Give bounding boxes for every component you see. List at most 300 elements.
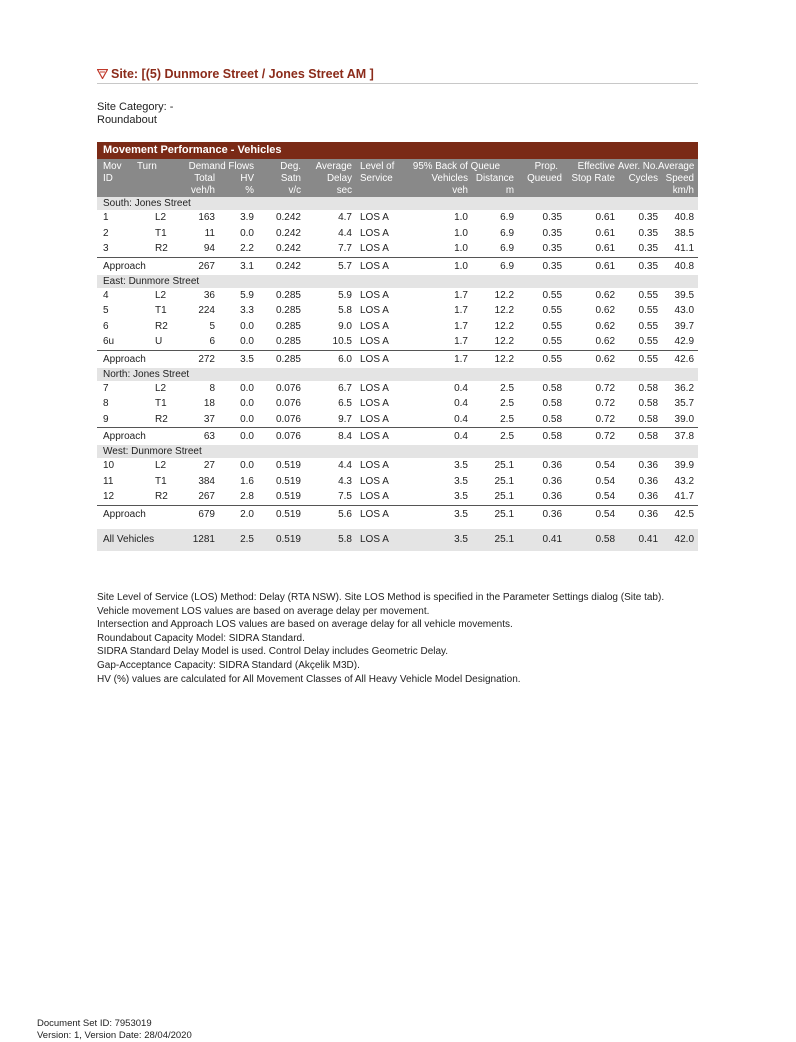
table-cell: 0.61	[595, 227, 616, 239]
table-cell: 0.36	[615, 489, 658, 505]
section-name: South: Jones Street	[97, 197, 698, 210]
approach-row	[97, 257, 698, 275]
table-cell: 0.35	[638, 227, 659, 239]
table-cell: 0.519	[275, 475, 301, 487]
table-cell: 0.58	[638, 431, 659, 442]
col-header	[615, 185, 658, 197]
table-cell: 272	[198, 353, 215, 365]
table-cell: 1.7	[412, 334, 468, 350]
table-cell: 1.0	[454, 212, 468, 223]
table-row	[97, 319, 698, 335]
table-cell: 0.35	[542, 227, 563, 239]
table-cell: 0.58	[542, 398, 563, 409]
table-cell: 0.62	[595, 320, 616, 332]
movement-performance-table	[97, 142, 698, 551]
col-header: Vehicles	[412, 173, 468, 185]
col-header: Distance	[468, 173, 514, 185]
table-cell: 2.5	[500, 398, 515, 409]
table-cell: L2	[155, 382, 167, 394]
table-cell: 3.1	[240, 260, 254, 272]
table-cell: 0.41	[615, 529, 658, 551]
table-cell: 1281	[177, 529, 215, 551]
note-line: Roundabout Capacity Model: SIDRA Standard.	[97, 632, 305, 644]
site-category	[97, 101, 173, 127]
table-cell: LOS A	[360, 227, 389, 239]
table-cell: 0.55	[638, 305, 659, 316]
table-cell: 8	[103, 398, 109, 409]
table-cell: 6.0	[338, 353, 352, 365]
col-header: Average	[301, 159, 352, 173]
table-cell: 6.9	[500, 260, 515, 272]
col-header	[514, 185, 562, 197]
table-cell: 0.519	[275, 508, 301, 520]
table-row	[97, 334, 698, 350]
table-cell: LOS A	[352, 241, 412, 257]
table-cell: U	[133, 334, 177, 350]
table-cell: 3.9	[240, 212, 254, 223]
table-cell: 10	[103, 460, 115, 471]
table-cell: LOS A	[352, 489, 412, 505]
table-cell: 5.9	[240, 289, 254, 301]
table-cell: 0.0	[240, 431, 254, 442]
note-line: HV (%) values are calculated for All Movement Classes of All Heavy Vehicle Model Designation.	[97, 673, 521, 685]
table-cell: 4.7	[338, 212, 352, 223]
column-headers	[97, 159, 698, 197]
table-cell: 3.5	[454, 460, 468, 471]
table-cell: R2	[133, 489, 177, 505]
document-footer	[37, 1018, 192, 1042]
table-cell: 0.285	[275, 353, 301, 365]
table-cell: 12.2	[468, 334, 514, 350]
table-cell: 0.55	[615, 334, 658, 350]
table-cell: 27	[203, 460, 215, 471]
table-cell: 3.5	[240, 353, 254, 365]
table-cell: 2.5	[468, 412, 514, 428]
table-cell: R2	[133, 241, 177, 257]
table-cell: 5	[103, 305, 109, 316]
table-cell: 12	[97, 489, 133, 505]
table-cell: 25.1	[494, 508, 515, 520]
note-line: Intersection and Approach LOS values are based on average delay for all vehicle movements.	[97, 619, 513, 631]
section-name: East: Dunmore Street	[97, 275, 698, 288]
table-cell: 43.2	[674, 475, 695, 487]
table-cell: 12.2	[494, 305, 515, 316]
table-cell: 0.55	[542, 320, 563, 332]
table-cell: Approach	[103, 260, 146, 272]
col-header: sec	[301, 185, 352, 197]
table-cell: 0.285	[275, 305, 301, 316]
col-header: Aver. No.	[615, 159, 658, 173]
table-cell: LOS A	[360, 212, 389, 223]
table-cell: 0.0	[215, 334, 254, 350]
table-cell: 0.62	[562, 334, 615, 350]
table-cell: 0.0	[240, 227, 254, 239]
table-cell: 25.1	[494, 460, 515, 471]
col-header: Effective	[562, 159, 615, 173]
table-cell: 7.7	[301, 241, 352, 257]
table-cell: T1	[155, 227, 167, 239]
table-cell: 0.36	[542, 508, 563, 520]
col-header: Level of	[352, 159, 412, 173]
table-cell: 0.0	[240, 398, 254, 409]
col-header: veh	[412, 185, 468, 197]
table-cell: 0.36	[542, 460, 563, 471]
table-cell: 0.58	[542, 382, 563, 394]
table-cell: 679	[198, 508, 215, 520]
table-cell: LOS A	[360, 431, 389, 442]
table-cell: 0.35	[615, 241, 658, 257]
table-cell: 3.5	[454, 475, 468, 487]
col-header	[133, 185, 177, 197]
table-cell: 1.7	[454, 353, 468, 365]
table-cell: 1.0	[454, 260, 468, 272]
table-cell: 0.58	[638, 398, 659, 409]
table-cell: 25.1	[468, 489, 514, 505]
table-cell: L2	[155, 289, 167, 301]
table-cell: 12.2	[494, 320, 515, 332]
table-row	[97, 489, 698, 505]
table-cell: 0.61	[595, 212, 616, 223]
document-set-id: Document Set ID: 7953019	[37, 1018, 152, 1029]
table-cell: 163	[198, 212, 215, 223]
table-cell: 0.519	[275, 460, 301, 471]
table-cell: All Vehicles	[97, 529, 177, 551]
section-header	[97, 275, 698, 288]
col-header: %	[215, 185, 254, 197]
col-header: m	[468, 185, 514, 197]
table-cell: 0.285	[275, 289, 301, 301]
table-cell: 267	[198, 260, 215, 272]
table-cell: T1	[155, 475, 167, 487]
site-category-label: Site Category: -	[97, 101, 174, 113]
table-cell: 5.7	[338, 260, 352, 272]
table-cell: 1.6	[240, 475, 254, 487]
table-cell: 5.9	[338, 289, 352, 301]
table-cell: 0.58	[514, 412, 562, 428]
table-row	[97, 381, 698, 397]
table-cell: 43.0	[674, 305, 695, 316]
table-cell: 0.55	[638, 320, 659, 332]
section-header	[97, 197, 698, 210]
table-cell: 40.8	[674, 260, 695, 272]
col-header	[562, 185, 615, 197]
table-cell: 25.1	[494, 475, 515, 487]
table-cell: 0.54	[595, 475, 616, 487]
table-cell: 6.7	[338, 382, 352, 394]
section-name: North: Jones Street	[97, 368, 698, 381]
table-cell: Approach	[103, 353, 146, 365]
table-cell: 2.8	[215, 489, 254, 505]
col-header: veh/h	[177, 185, 215, 197]
table-cell: LOS A	[360, 398, 389, 409]
table-cell: 0.72	[595, 431, 616, 442]
col-header: Deg.	[254, 159, 301, 173]
table-cell: 0.4	[454, 398, 468, 409]
table-cell: 0.285	[275, 320, 301, 332]
note-line: Vehicle movement LOS values are based on average delay per movement.	[97, 605, 430, 617]
table-cell: LOS A	[360, 260, 389, 272]
col-header: Turn	[133, 159, 177, 173]
table-cell: 63	[203, 431, 215, 442]
table-cell: 37.8	[674, 431, 695, 442]
table-cell: 94	[177, 241, 215, 257]
table-cell: 37	[177, 412, 215, 428]
table-cell: 4.4	[338, 227, 352, 239]
table-cell: 42.5	[674, 508, 695, 520]
table-cell: 0.72	[562, 412, 615, 428]
table-cell: 0.62	[595, 353, 616, 365]
col-header: 95% Back of Queue	[412, 159, 514, 173]
table-cell: 8	[209, 382, 215, 394]
table-cell: 6	[103, 320, 109, 332]
table-cell: 0.285	[254, 334, 301, 350]
table-cell: 40.8	[674, 212, 695, 223]
table-cell: 0.242	[275, 212, 301, 223]
table-cell: 0.0	[240, 382, 254, 394]
table-cell: 3.5	[412, 489, 468, 505]
table-cell: 9.7	[301, 412, 352, 428]
table-cell: 0.36	[638, 475, 659, 487]
table-cell: 0.36	[638, 460, 659, 471]
report-notes	[97, 591, 664, 686]
table-cell: 5.8	[338, 305, 352, 316]
table-cell: 1.0	[454, 227, 468, 239]
table-row	[97, 474, 698, 490]
table-cell: 0.41	[514, 529, 562, 551]
table-cell: 25.1	[468, 529, 514, 551]
table-cell: 0.0	[240, 460, 254, 471]
table-cell: 0.35	[638, 212, 659, 223]
table-cell: 0.54	[562, 489, 615, 505]
table-cell: R2	[133, 412, 177, 428]
table-cell: 18	[203, 398, 215, 409]
site-title-row	[97, 67, 374, 82]
table-cell: L2	[155, 212, 167, 223]
table-cell: LOS A	[360, 508, 389, 520]
col-header	[133, 173, 177, 185]
col-header: Speed	[658, 173, 698, 185]
table-cell: 2.0	[240, 508, 254, 520]
table-cell: 1.7	[454, 289, 468, 301]
table-cell: 11	[204, 227, 215, 239]
table-cell: 1.7	[454, 305, 468, 316]
col-header: Prop.	[514, 159, 562, 173]
table-cell: 1	[103, 212, 109, 223]
table-cell: 0.62	[595, 289, 616, 301]
site-control-type: Roundabout	[97, 114, 157, 126]
note-line: Gap-Acceptance Capacity: SIDRA Standard (Akçelik M3D).	[97, 659, 360, 671]
col-header: Cycles	[615, 173, 658, 185]
table-cell: 0.58	[542, 431, 563, 442]
movement-table	[97, 159, 698, 551]
table-cell: 0.55	[542, 289, 563, 301]
table-cell: LOS A	[352, 529, 412, 551]
table-row	[97, 303, 698, 319]
table-cell: 0.4	[454, 382, 468, 394]
table-cell: R2	[155, 320, 168, 332]
col-header: Total	[177, 173, 215, 185]
table-title: Movement Performance - Vehicles	[97, 142, 698, 159]
table-cell: 4.4	[338, 460, 352, 471]
table-cell: 0.076	[275, 382, 301, 394]
table-cell: 5	[209, 320, 215, 332]
table-cell: 6u	[97, 334, 133, 350]
table-cell: 0.35	[638, 260, 659, 272]
table-cell: 6.9	[500, 212, 515, 223]
table-cell: 42.0	[658, 529, 698, 551]
table-cell: 0.519	[254, 529, 301, 551]
table-cell: 0.0	[240, 320, 254, 332]
table-cell: 35.7	[674, 398, 695, 409]
table-cell: 0.55	[542, 353, 563, 365]
table-cell: 4	[103, 289, 109, 301]
table-cell: 0.55	[542, 305, 563, 316]
table-cell: 0.242	[275, 260, 301, 272]
col-header	[352, 185, 412, 197]
table-cell: 6.9	[500, 227, 515, 239]
note-line: Site Level of Service (LOS) Method: Delay (RTA NSW). Site LOS Method is specified in the Parameter Settings dialog (Site tab).	[97, 592, 665, 603]
col-header: Satn	[254, 173, 301, 185]
table-cell: 0.54	[595, 460, 616, 471]
table-cell: 38.5	[674, 227, 695, 239]
table-cell: 0.35	[542, 212, 563, 223]
table-cell: 6.9	[468, 241, 514, 257]
table-cell: 0.54	[595, 508, 616, 520]
table-cell: 41.7	[658, 489, 698, 505]
table-cell: 0.076	[275, 398, 301, 409]
col-header: HV	[215, 173, 254, 185]
table-cell: 7.5	[301, 489, 352, 505]
section-header	[97, 368, 698, 381]
table-cell: 0.55	[638, 353, 659, 365]
table-cell: LOS A	[360, 460, 389, 471]
table-cell: 0.0	[215, 412, 254, 428]
table-row	[97, 210, 698, 226]
table-row	[97, 412, 698, 428]
col-header: ID	[97, 173, 133, 185]
table-cell: 12.2	[494, 289, 515, 301]
table-cell: 224	[198, 305, 215, 316]
table-cell: 4.3	[338, 475, 352, 487]
table-cell: LOS A	[360, 289, 389, 301]
table-cell: 36	[203, 289, 215, 301]
table-cell: 0.61	[562, 241, 615, 257]
table-cell: LOS A	[360, 382, 389, 394]
document-version: Version: 1, Version Date: 28/04/2020	[37, 1030, 192, 1041]
col-header: Queued	[514, 173, 562, 185]
table-cell: 0.076	[254, 412, 301, 428]
table-cell: 8.4	[338, 431, 352, 442]
table-cell: 0.35	[514, 241, 562, 257]
table-row	[97, 241, 698, 257]
table-cell: LOS A	[360, 475, 389, 487]
table-cell: 0.72	[595, 398, 616, 409]
all-vehicles-row	[97, 529, 698, 551]
col-header	[97, 185, 133, 197]
table-cell: T1	[155, 398, 167, 409]
approach-row	[97, 505, 698, 523]
col-header: Average	[658, 159, 698, 173]
table-cell: Approach	[103, 431, 146, 442]
table-cell: T1	[155, 305, 167, 316]
table-cell: 42.9	[658, 334, 698, 350]
table-cell: L2	[155, 460, 167, 471]
table-cell: 3.5	[454, 508, 468, 520]
approach-row	[97, 350, 698, 368]
table-cell: LOS A	[352, 412, 412, 428]
table-row	[97, 226, 698, 242]
table-cell: 3.3	[240, 305, 254, 316]
table-cell: 41.1	[658, 241, 698, 257]
table-cell: 0.242	[254, 241, 301, 257]
table-cell: 0.35	[542, 260, 563, 272]
table-cell: 0.58	[615, 412, 658, 428]
table-row	[97, 458, 698, 474]
table-row	[97, 288, 698, 304]
table-cell: 0.72	[595, 382, 616, 394]
table-cell: 6	[177, 334, 215, 350]
table-cell: 39.0	[658, 412, 698, 428]
title-divider	[97, 83, 698, 84]
table-cell: LOS A	[360, 320, 389, 332]
table-cell: 2.2	[215, 241, 254, 257]
table-cell: 36.2	[674, 382, 695, 394]
table-cell: 2	[103, 227, 109, 239]
table-cell: 9	[97, 412, 133, 428]
table-cell: 1.0	[412, 241, 468, 257]
table-cell: 0.242	[275, 227, 301, 239]
table-cell: 267	[177, 489, 215, 505]
table-cell: 11	[103, 475, 114, 487]
col-header: Demand Flows	[177, 159, 254, 173]
roundabout-triangle-icon	[97, 68, 108, 82]
col-header: Stop Rate	[562, 173, 615, 185]
table-cell: 0.36	[638, 508, 659, 520]
table-cell: 42.6	[674, 353, 695, 365]
table-cell: 0.4	[412, 412, 468, 428]
table-cell: 0.4	[454, 431, 468, 442]
table-cell: 6.5	[338, 398, 352, 409]
col-header: Delay	[301, 173, 352, 185]
note-line: SIDRA Standard Delay Model is used. Control Delay includes Geometric Delay.	[97, 646, 449, 658]
table-cell: LOS A	[352, 334, 412, 350]
table-cell: 5.6	[338, 508, 352, 520]
col-header: km/h	[658, 185, 698, 197]
table-cell: 0.58	[638, 382, 659, 394]
col-header: Service	[352, 173, 412, 185]
table-cell: 3	[97, 241, 133, 257]
table-cell: 39.7	[674, 320, 695, 332]
table-cell: 0.58	[562, 529, 615, 551]
col-header: v/c	[254, 185, 301, 197]
table-cell: 0.076	[275, 431, 301, 442]
col-header: Mov	[97, 159, 133, 173]
table-cell: 39.5	[674, 289, 695, 301]
table-cell: 3.5	[412, 529, 468, 551]
table-cell: Approach	[103, 508, 146, 520]
table-cell: 0.62	[595, 305, 616, 316]
table-cell: 0.36	[542, 475, 563, 487]
table-cell: 7	[103, 382, 109, 394]
table-cell: 384	[198, 475, 215, 487]
table-cell: 2.5	[500, 382, 515, 394]
table-cell: 10.5	[301, 334, 352, 350]
table-cell: 0.36	[514, 489, 562, 505]
table-cell: 0.55	[514, 334, 562, 350]
table-cell: 2.5	[215, 529, 254, 551]
table-cell: 5.8	[301, 529, 352, 551]
table-cell: LOS A	[360, 305, 389, 316]
